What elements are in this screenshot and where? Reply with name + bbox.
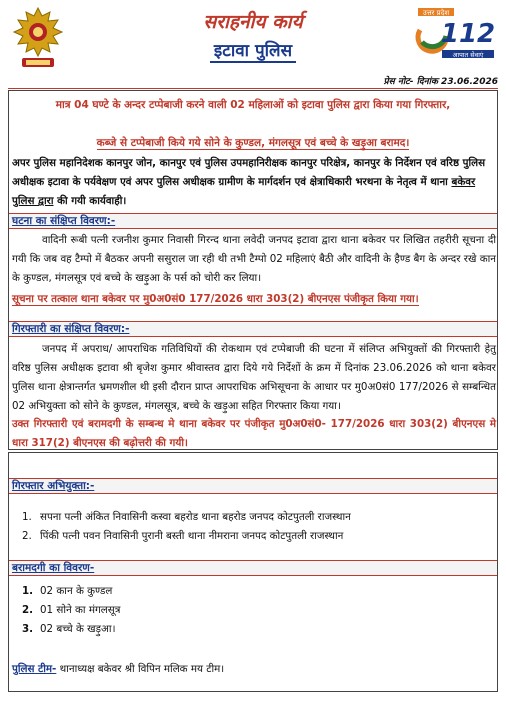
press-note-date: प्रेस नोट- दिनांक 23.06.2026 — [383, 77, 498, 87]
logo112-top-text: उत्तर प्रदेश — [422, 9, 450, 17]
arrest-section-add: उक्त गिरफ्तारी एवं बरामदगी के सम्बन्ध मे थाना बकेवर पर पंजीकृत मु0अ0सं0- 177/2026 धारा 303(2) बीएनएस मे धारा 317(2) बीएनएस की बढ़ोत्तरी की गयी। — [12, 418, 496, 449]
accused-list — [22, 508, 351, 546]
headline-line2: कब्जे से टप्पेबाजी किये गये सोने के कुण्डल, मंगलसूत्र एवं बच्चे के खड़ुआ बरामद। — [96, 137, 410, 149]
arrest-text: जनपद में अपराध/ आपराधिक गतिविधियों की रोकथाम एवं टप्पेबाजी की घटना में संलिप्त अभियुक्तों की गिरफ्तारी हेतु वरिष्ठ पुलिस अधीक्षक इटावा श्री बृजेश कुमार श्रीवास्तव द्वारा दिये गये निर्देशों के क्रम में दिनांक 23.06.2026 को थाना बकेवर पुलिस थाना क्षेत्रान्तर्गत भ्रमणशील थी इसी दौरान प्राप्त आपराधिक अभिसूचना के आधार पर मु0अ0सं0 177/2026 से सम्बन्धित 02 अभियुक्ता को सोने के कुण्डल, मंगलसूत्र, बच्चे के खड़ुआ सहित गिरफ्तार किया गया। — [12, 343, 496, 412]
intro-paragraph: अपर पुलिस महानिदेशक कानपुर जोन, कानपुर एवं पुलिस उपमहानिरीक्षक कानपुर परिक्षेत्र, कानपुर के निर्देशन एवं वरिष्ठ पुलिस अधीक्षक इटावा के पर्यवेक्षण एवं अपर पुलिस अधीक्षक ग्रामीण के मार्गदर्शन एवं क्षेत्राधिकारी भरथना के नेतृत्व में थाना बकेवर पुलिस द्वारा की गयी कार्यवाही। — [12, 157, 486, 207]
arrest-heading: गिरफ्तारी का संक्षिप्त विवरण:- — [12, 323, 130, 335]
team-label: पुलिस टीम- — [12, 663, 57, 675]
police-team — [12, 662, 224, 676]
logo112-number: 112 — [440, 19, 496, 49]
incident-case: सूचना पर तत्काल थाना बकेवर पर मु0अ0सं0 177/2026 धारा 303(2) बीएनएस पंजीकृत किया गया। — [12, 293, 419, 305]
headline-line1: मात्र 04 घण्टे के अन्दर टप्पेबाजी करने वाली 02 महिलाओं को इटावा पुलिस द्वारा किया गया गिरफ्तार, — [55, 99, 451, 111]
incident-text: वादिनी रूबी पत्नी रजनीश कुमार निवासी गिरन्द थाना लवेदी जनपद इटावा द्वारा थाना बकेवर पर लिखित तहरीरी सूचना दी गयी कि जब वह टैम्पो में बैठकर अपनी ससुराल जा रही थी तभी टैम्पो 02 महिलाएं बैठी और वादिनी के हैण्ड बैग के अन्दर रखे कान के कुण्डल, मंगलसूत्र एवं बच्चे के खड़ुआ के पर्स को चोरी कर लिया। — [12, 234, 496, 284]
divider — [8, 88, 498, 89]
list-item: 1. 02 कान के कुण्डल — [22, 585, 113, 597]
page-title: सराहनीय कार्य — [203, 11, 303, 33]
list-item: 1. सपना पत्नी अंकित निवासिनी कस्वा बहरोड थाना बहरोड जनपद कोटपुतली राजस्थान — [22, 511, 351, 523]
recovery-heading: बरामदगी का विवरण- — [12, 562, 95, 574]
accused-heading: गिरफ्तार अभियुक्ता:- — [12, 480, 95, 492]
intro-underlined: बकेवर पुलिस द्वारा — [12, 176, 476, 207]
header — [0, 0, 506, 90]
up112-logo-icon — [412, 6, 502, 68]
page-subtitle: इटावा पुलिस — [0, 38, 506, 61]
list-item: 3. 02 बच्चे के खड़ुआ। — [22, 623, 116, 635]
logo112-bottom-text: आपात सेवाएं — [452, 51, 484, 59]
list-item: 2. 01 सोने का मंगलसूत्र — [22, 604, 121, 616]
incident-heading: घटना का संक्षिप्त विवरण:- — [12, 215, 116, 227]
list-item: 2. पिंकी पत्नी पवन निवासिनी पुरानी बस्ती थाना नीमराना जनपद कोटपुतली राजस्थान — [22, 530, 344, 542]
team-text: थानाध्यक्ष बकेवर श्री विपिन मलिक मय टीम। — [56, 663, 225, 675]
recovery-list — [22, 582, 120, 639]
